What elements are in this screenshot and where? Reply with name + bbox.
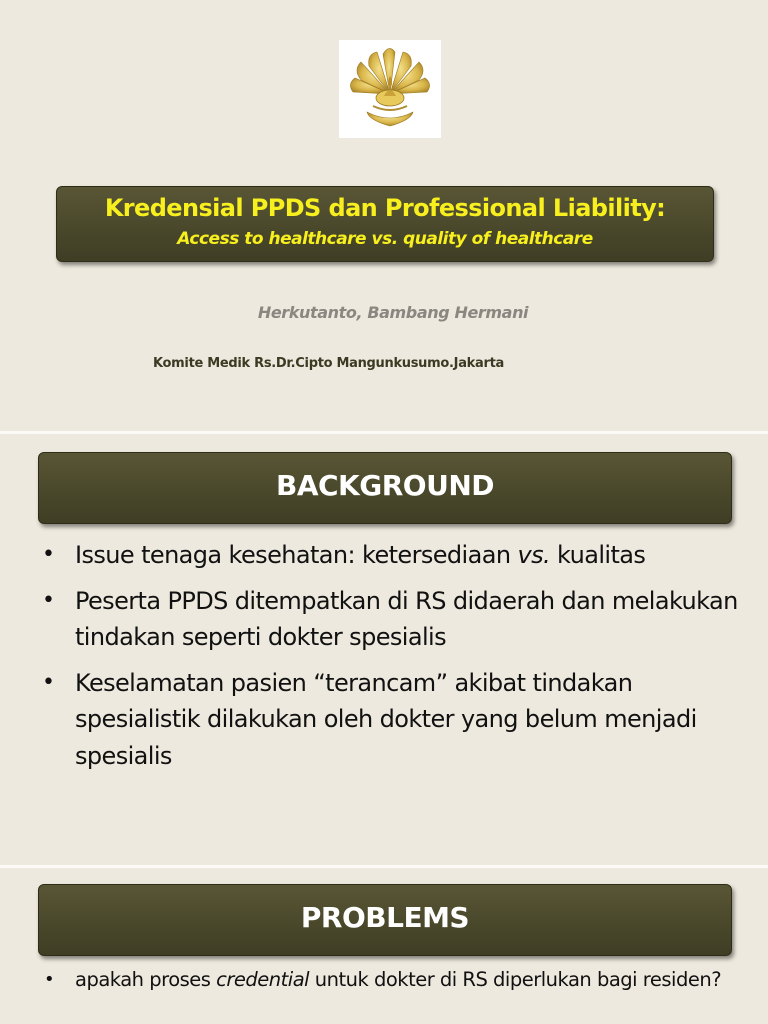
title-banner <box>56 186 714 262</box>
bullet-text: untuk dokter di RS diperlukan bagi residen? <box>309 968 722 991</box>
problems-slide <box>0 868 768 1024</box>
bullet-icon: • <box>42 542 55 567</box>
bullet-icon: • <box>42 669 55 695</box>
bullet-text: Keselamatan pasien “terancam” akibat tindakan spesialistik dilakukan oleh dokter yang belum menjadi spesialis <box>75 668 697 770</box>
bullet-icon: • <box>42 587 55 613</box>
bullet-item <box>40 665 740 775</box>
bullet-item <box>40 583 740 656</box>
authors: Herkutanto, Bambang Hermani <box>257 303 529 322</box>
university-emblem-icon <box>339 40 441 138</box>
bullet-item <box>40 966 740 993</box>
background-slide <box>0 434 768 865</box>
bullet-list <box>40 966 740 993</box>
bullet-emphasis: credential <box>216 968 310 991</box>
bullet-text: apakah proses <box>75 968 217 991</box>
bullet-item <box>40 537 740 574</box>
bullet-emphasis: vs. <box>517 541 551 569</box>
section-header: BACKGROUND <box>275 469 494 502</box>
slide-title: Kredensial PPDS dan Professional Liability: <box>104 194 666 222</box>
section-header-bar <box>38 452 732 524</box>
section-header-bar <box>38 884 732 956</box>
affiliation: Komite Medik Rs.Dr.Cipto Mangunkusumo.Jakarta <box>153 356 504 371</box>
slide-subtitle: Access to healthcare vs. quality of healthcare <box>177 229 593 249</box>
bullet-text: kualitas <box>550 541 646 569</box>
bullet-text: Peserta PPDS ditempatkan di RS didaerah dan melakukan tindakan seperti dokter spesialis <box>75 586 738 651</box>
bullet-text: Issue tenaga kesehatan: ketersediaan <box>75 541 518 569</box>
bullet-icon: • <box>44 969 55 990</box>
bullet-list <box>40 537 740 774</box>
title-slide <box>0 0 768 431</box>
section-header: PROBLEMS <box>300 901 470 934</box>
